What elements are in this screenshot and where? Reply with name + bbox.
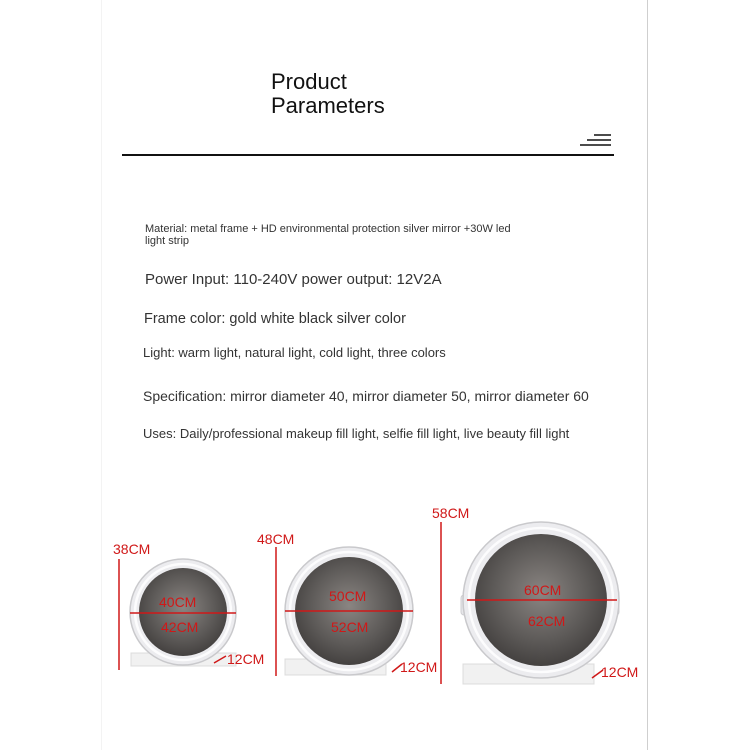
mirror-50 — [257, 531, 437, 676]
width-label: 62CM — [528, 613, 566, 629]
depth-label: 12CM — [601, 664, 639, 680]
diameter-label: 60CM — [524, 582, 562, 598]
spec-uses: Uses: Daily/professional makeup fill light, selfie fill light, live beauty fill light — [143, 426, 570, 441]
width-label: 52CM — [331, 619, 369, 635]
spec-specification: Specification: mirror diameter 40, mirror diameter 50, mirror diameter 60 — [143, 388, 589, 404]
height-label: 38CM — [113, 541, 151, 557]
title-line-1: Product — [271, 69, 347, 94]
spec-light: Light: warm light, natural light, cold light, three colors — [143, 345, 446, 360]
diameter-label: 40CM — [159, 594, 197, 610]
mirror-glass — [139, 568, 227, 656]
spec-material: Material: metal frame + HD environmental protection silver mirror +30W led light strip — [145, 223, 511, 247]
height-label: 58CM — [432, 505, 470, 521]
height-label: 48CM — [257, 531, 295, 547]
spec-power: Power Input: 110-240V power output: 12V2A — [145, 271, 442, 288]
mirror-60 — [432, 505, 638, 684]
mirror-40 — [113, 541, 264, 670]
title-line-2: Parameters — [271, 93, 385, 118]
diameter-label: 50CM — [329, 588, 367, 604]
depth-label: 12CM — [400, 659, 438, 675]
width-label: 42CM — [161, 619, 199, 635]
spec-frame-color: Frame color: gold white black silver color — [144, 311, 406, 327]
depth-label: 12CM — [227, 651, 265, 667]
